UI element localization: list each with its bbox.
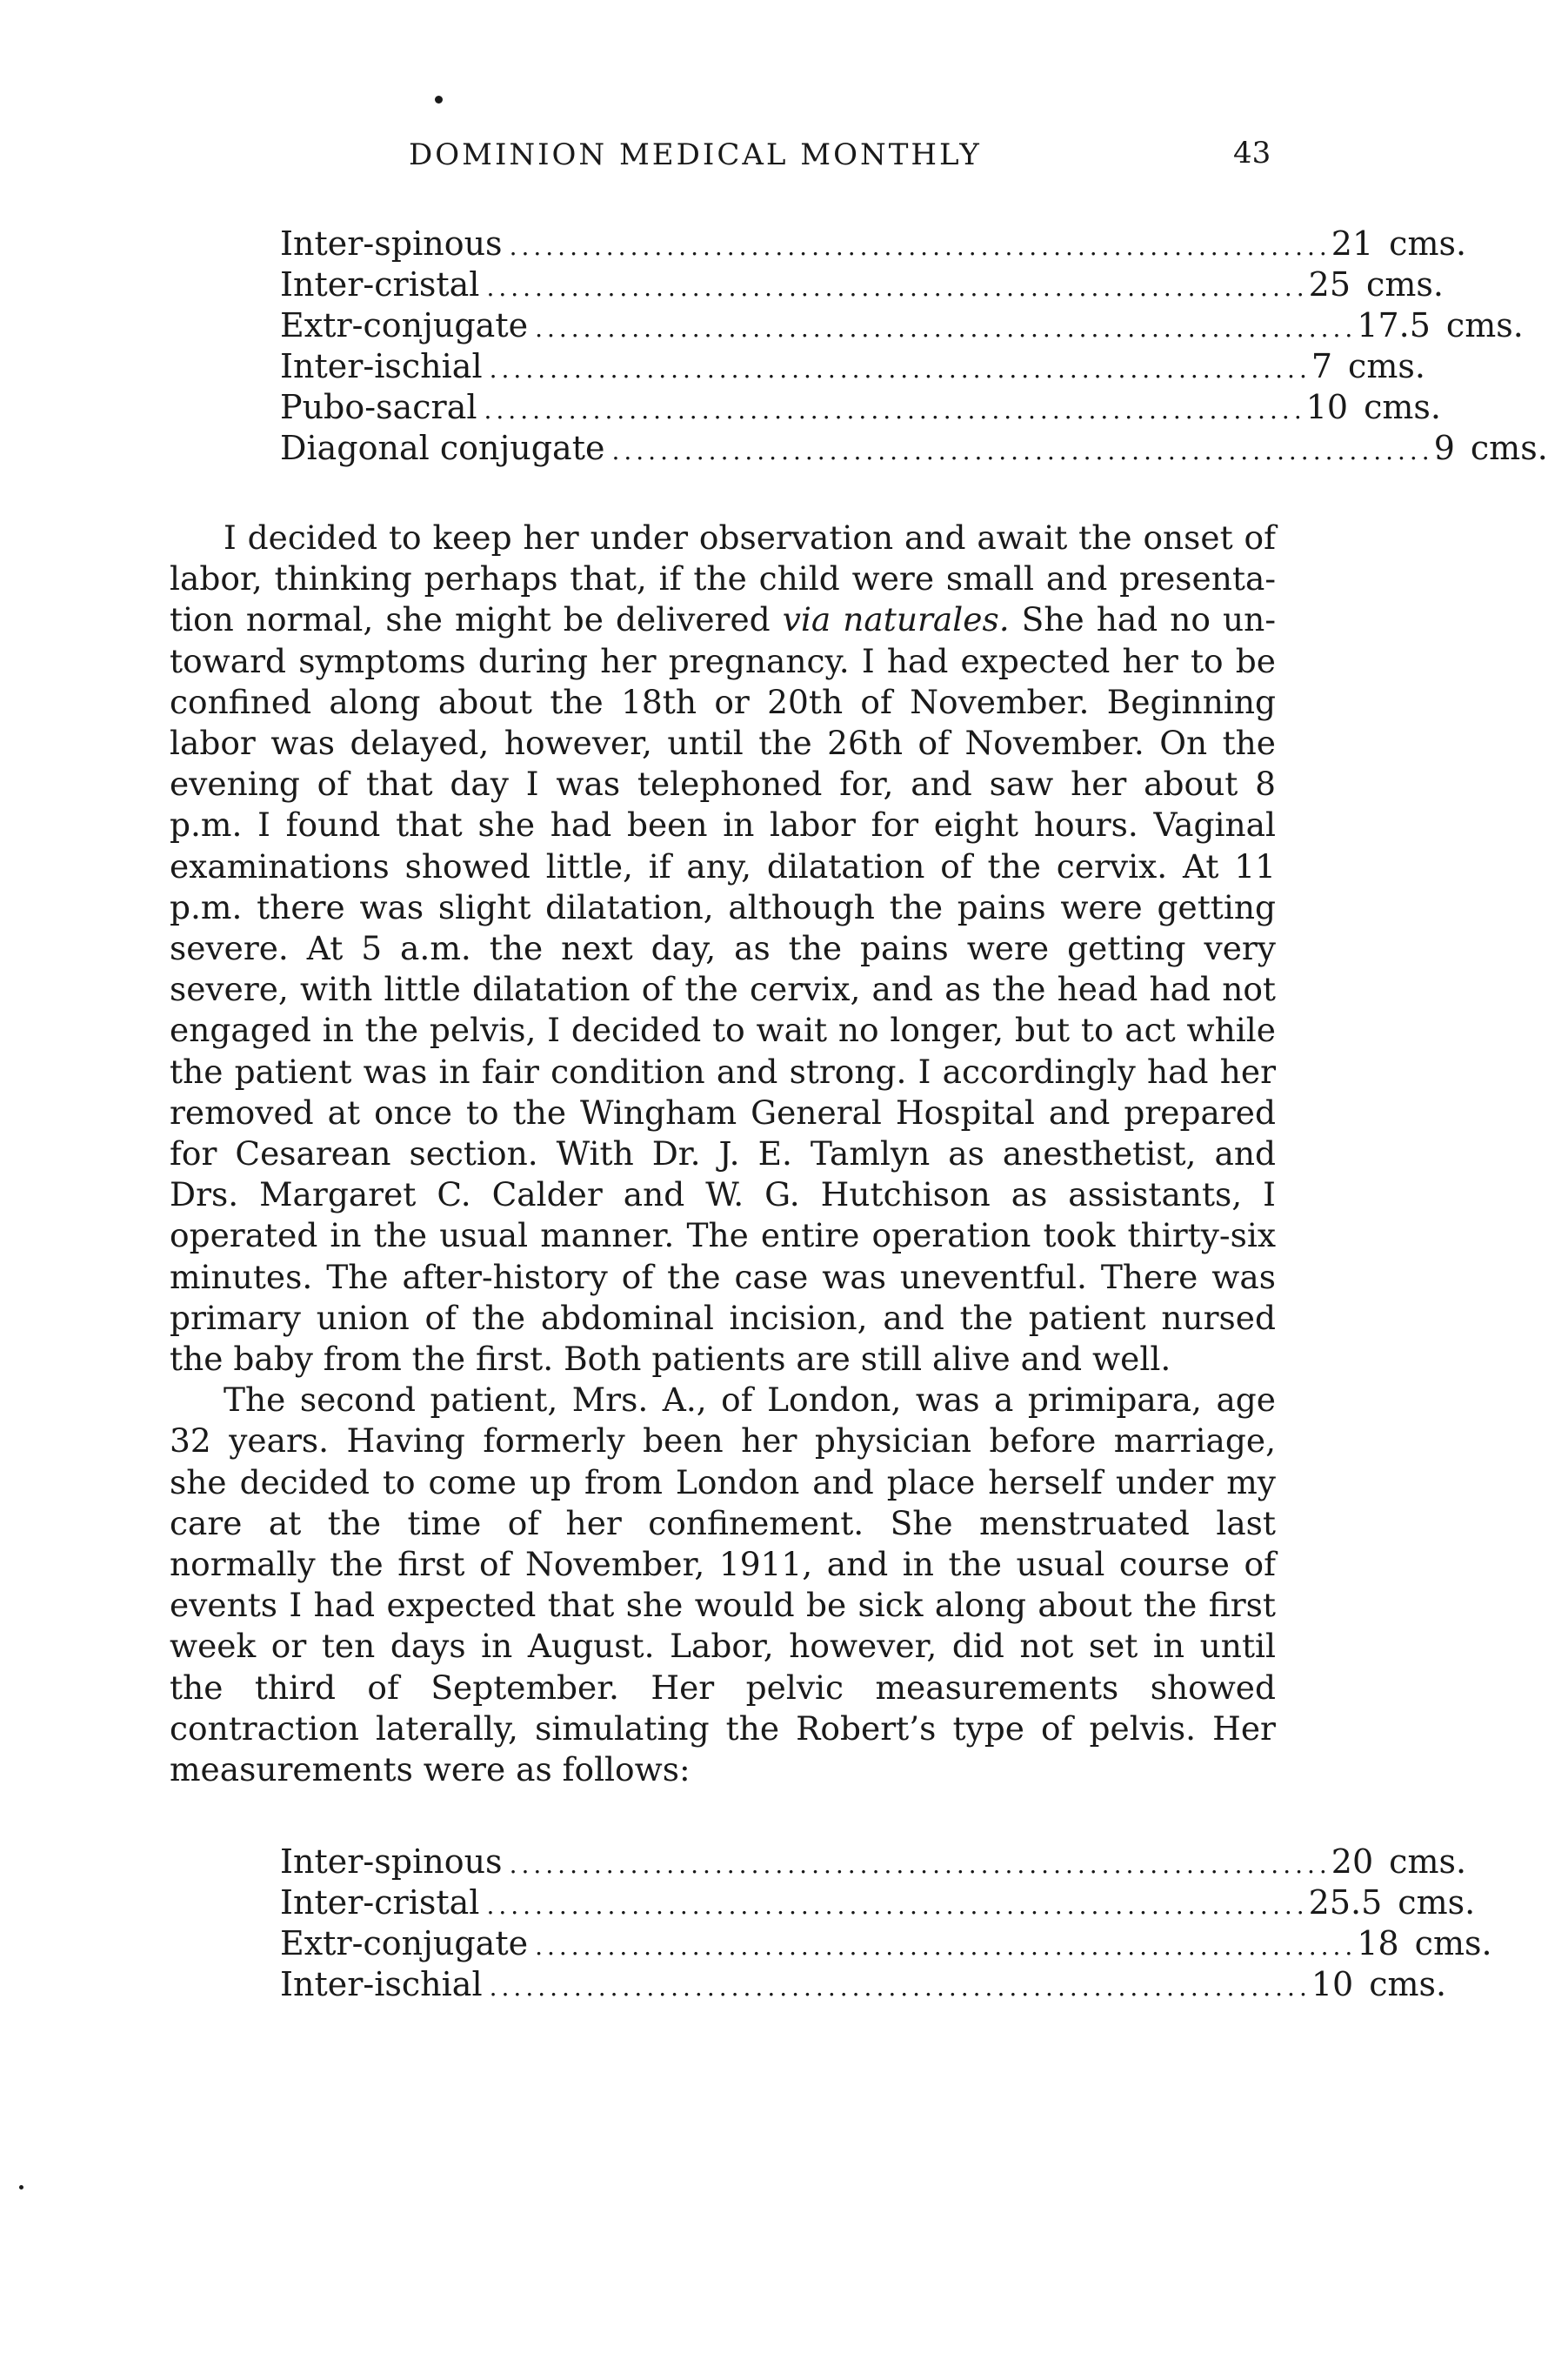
dot-leader: ....................................................................	[535, 1932, 1358, 1961]
paragraph-text: I decided to keep her under observation and await the onset of labor, thinking perhaps that, if the child were small and presentation normal, she might be delivered	[170, 518, 1276, 639]
paragraph-text: The second patient, Mrs. A., of London, was a primipara, age 32 years. Having formerly been her physician before marriage, she decided to come up from London and place herself under my care at the time of her confinement. She menstruated last normally the first of November, 1911, and in the usual course of events I had expected that she would be sick along about the first week or ten days in August. Labor, however, did not set in until the third of September. Her pelvic measurements showed contraction laterally, simulating the Robert’s type of pelvis. Her measurements were as follows:	[170, 1381, 1276, 1789]
measurement-label: Inter-spinous	[280, 224, 503, 263]
measurement-unit: cms.	[1366, 265, 1444, 304]
measurement-value: 18	[1357, 1924, 1399, 1962]
measurement-label: Extr-conjugate	[280, 1924, 529, 1962]
measurement-row	[280, 265, 1444, 306]
measurement-value: 17.5	[1357, 306, 1431, 344]
measurement-value: 20	[1331, 1842, 1374, 1881]
measurements-table-1	[280, 224, 1548, 470]
dot-leader: ....................................................................	[484, 396, 1306, 425]
measurement-label: Extr-conjugate	[280, 306, 529, 344]
ink-speck-top	[435, 96, 443, 104]
measurement-value: 25.5	[1308, 1883, 1383, 1922]
dot-leader: ....................................................................	[489, 1973, 1311, 2002]
measurement-row	[280, 1924, 1492, 1965]
measurement-row	[280, 347, 1425, 388]
measurement-row	[280, 388, 1441, 429]
page-number: 43	[1233, 136, 1271, 170]
dot-leader: ....................................................................	[535, 314, 1358, 343]
measurement-unit: cms.	[1389, 224, 1467, 263]
measurement-unit: cms.	[1369, 1965, 1447, 2003]
measurement-row	[280, 1965, 1447, 2006]
running-head: DOMINION MEDICAL MONTHLY	[409, 137, 982, 172]
paragraph-text: She had no untoward symptoms during her pregnancy. I had expected her to be confined along about the 18th or 20th of November. Beginning labor was delayed, however, until the 26th of November. On the evening of that day I was telephoned for, and saw her about 8 p.m. I found that she had been in labor for eight hours. Vaginal examinations showed little, if any, dilatation of the cervix. At 11 p.m. there was slight dilatation, although the pains were getting severe. At 5 a.m. the next day, as the pains were getting very severe, with little dilatation of the cervix, and as the head had not engaged in the pelvis, I decided to wait no longer, but to act while the patient was in fair condition and strong. I accordingly had her removed at once to the Wingham General Hospital and prepared for Cesarean section. With Dr. J. E. Tamlyn as anesthetist, and Drs. Margaret C. Calder and W. G. Hutchison as assistants, I operated in the usual manner. The entire operation took thirty-six minutes. The after-history of the case was uneventful. There was primary union of the abdominal incision, and the patient nursed the baby from the first. Both patients are still alive and well.	[170, 600, 1276, 1379]
measurement-label: Inter-spinous	[280, 1842, 503, 1881]
measurement-label: Inter-ischial	[280, 1965, 483, 2003]
measurement-row	[280, 306, 1524, 347]
measurement-row	[280, 429, 1548, 470]
paragraph	[170, 1380, 1276, 1790]
dot-leader: ....................................................................	[486, 273, 1309, 302]
measurement-value: 10	[1311, 1965, 1354, 2003]
body-text	[170, 518, 1276, 1790]
measurement-value: 10	[1305, 388, 1349, 426]
measurement-unit: cms.	[1414, 1924, 1492, 1962]
measurement-label: Inter-ischial	[280, 347, 483, 385]
dot-leader: ....................................................................	[489, 355, 1311, 384]
measurement-unit: cms.	[1470, 429, 1548, 467]
italic-phrase: via naturales.	[782, 600, 1010, 639]
measurement-unit: cms.	[1398, 1883, 1476, 1922]
measurement-unit: cms.	[1348, 347, 1425, 385]
dot-leader: ....................................................................	[486, 1891, 1309, 1920]
paragraph	[170, 518, 1276, 1380]
measurement-label: Pubo-sacral	[280, 388, 477, 426]
measurement-value: 21	[1331, 224, 1374, 263]
measurement-row	[280, 1842, 1467, 1883]
measurement-label: Diagonal conjugate	[280, 429, 605, 467]
measurements-table-2	[280, 1842, 1492, 2006]
measurement-label: Inter-cristal	[280, 1883, 480, 1922]
measurement-value: 9	[1433, 429, 1455, 467]
measurement-value: 7	[1311, 347, 1333, 385]
dot-leader: ....................................................................	[509, 232, 1331, 261]
dot-leader: ....................................................................	[611, 437, 1434, 465]
measurement-unit: cms.	[1445, 306, 1524, 344]
measurement-unit: cms.	[1389, 1842, 1467, 1881]
ink-speck-left	[19, 2185, 23, 2189]
measurement-unit: cms.	[1364, 388, 1441, 426]
dot-leader: ....................................................................	[509, 1850, 1331, 1879]
measurement-row	[280, 1883, 1476, 1924]
measurement-row	[280, 224, 1467, 265]
measurement-label: Inter-cristal	[280, 265, 480, 304]
measurement-value: 25	[1308, 265, 1351, 304]
